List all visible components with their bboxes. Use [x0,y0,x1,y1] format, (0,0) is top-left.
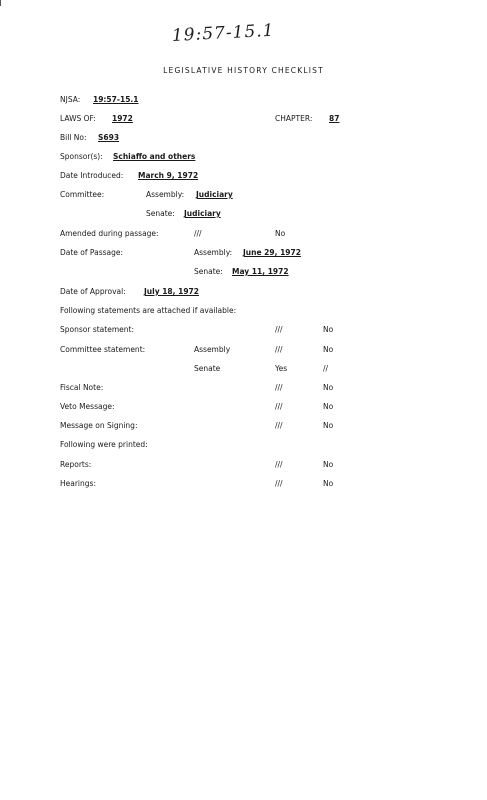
amended-no: No [275,229,286,238]
reports-no: No [323,460,334,469]
passage-senate-value: May 11, 1972 [232,267,289,276]
fiscal-note-label: Fiscal Note: [60,383,104,392]
attached-heading: Following statements are attached if available: [60,306,237,315]
hearings-label: Hearings: [60,479,96,488]
committee-senate-label: Senate: [146,209,175,218]
fiscal-note-no: No [323,383,334,392]
bill-no-value: S693 [98,133,120,142]
committee-statement-label: Committee statement: [60,345,146,354]
scan-corner-mark [0,0,1,6]
reports-yes: /// [275,460,283,469]
sponsors-value: Schiaffo and others [113,152,196,161]
date-introduced-value: March 9, 1972 [138,171,199,180]
passage-assembly-label: Assembly: [194,248,233,257]
sponsor-statement-yes: /// [275,325,283,334]
amended-yes: /// [194,229,202,238]
committee-statement-senate-label: Senate [194,364,221,373]
laws-of-label: LAWS OF: [60,114,96,123]
chapter-value: 87 [329,114,340,123]
committee-senate-value: Judiciary [184,209,221,218]
date-introduced-label: Date Introduced: [60,171,124,180]
reports-label: Reports: [60,460,92,469]
message-on-signing-yes: /// [275,421,283,430]
handwritten-statute-number: 19:57-15.1 [171,20,275,46]
committee-statement-senate-no: // [323,364,329,373]
message-on-signing-label: Message on Signing: [60,421,138,430]
committee-statement-assembly-label: Assembly [194,345,231,354]
date-of-approval-value: July 18, 1972 [144,287,199,296]
veto-message-yes: /// [275,402,283,411]
fiscal-note-yes: /// [275,383,283,392]
passage-assembly-value: June 29, 1972 [243,248,301,257]
sponsor-statement-label: Sponsor statement: [60,325,134,334]
veto-message-label: Veto Message: [60,402,115,411]
document-title: LEGISLATIVE HISTORY CHECKLIST [163,66,324,75]
committee-statement-senate-yes: Yes [275,364,288,373]
chapter-label: CHAPTER: [275,114,313,123]
passage-senate-label: Senate: [194,267,223,276]
message-on-signing-no: No [323,421,334,430]
printed-heading: Following were printed: [60,440,148,449]
laws-of-value: 1972 [112,114,133,123]
date-of-passage-label: Date of Passage: [60,248,124,257]
hearings-no: No [323,479,334,488]
bill-no-label: Bill No: [60,133,87,142]
committee-assembly-value: Judiciary [196,190,233,199]
njsa-value: 19:57-15.1 [93,95,139,104]
date-of-approval-label: Date of Approval: [60,287,126,296]
hearings-yes: /// [275,479,283,488]
committee-statement-assembly-no: No [323,345,334,354]
committee-statement-assembly-yes: /// [275,345,283,354]
committee-assembly-label: Assembly: [146,190,185,199]
veto-message-no: No [323,402,334,411]
amended-label: Amended during passage: [60,229,159,238]
njsa-label: NJSA: [60,95,81,104]
sponsors-label: Sponsor(s): [60,152,103,161]
committee-label: Committee: [60,190,105,199]
sponsor-statement-no: No [323,325,334,334]
